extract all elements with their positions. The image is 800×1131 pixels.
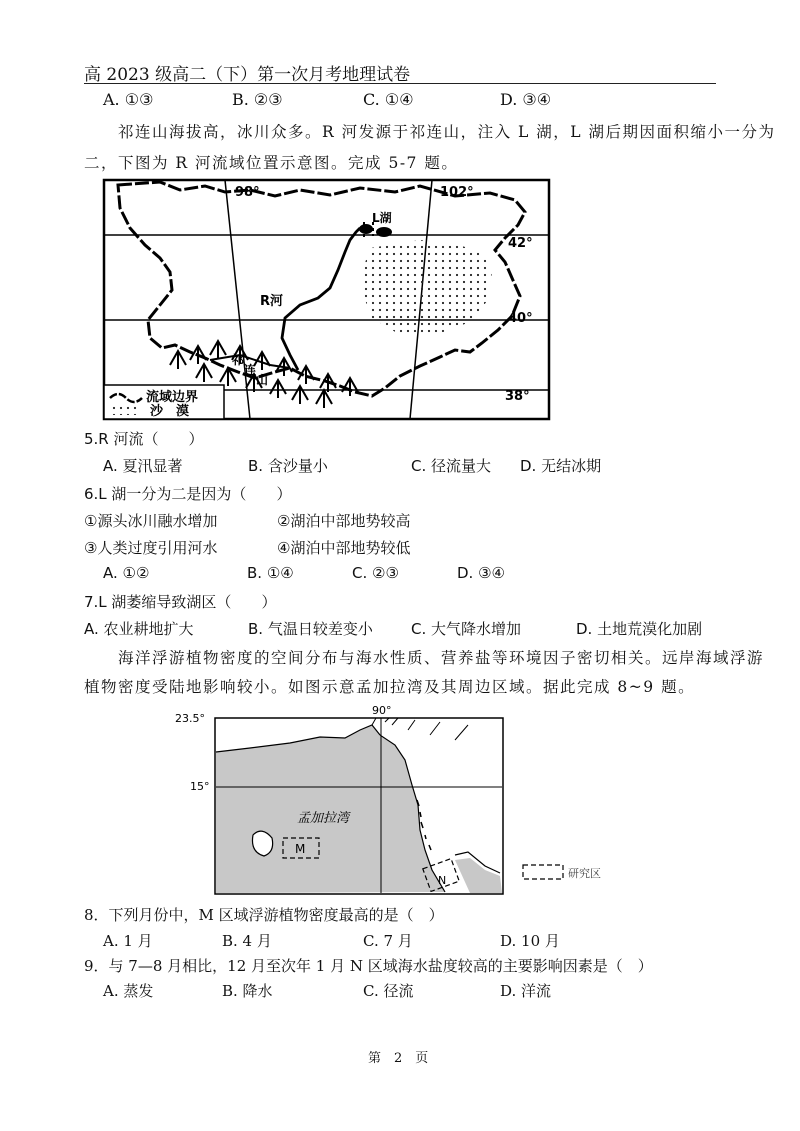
q6-item-4: ④湖泊中部地势较低 <box>277 539 411 557</box>
r-river-label: R河 <box>260 294 284 309</box>
passage2-line1: 海洋浮游植物密度的空间分布与海水性质、营养盐等环境因子密切相关。远岸海域浮游 <box>118 649 765 667</box>
q9-stem: 9．与 7—8 月相比，12 月至次年 1 月 N 区域海水盐度较高的主要影响因素是（ ） <box>84 957 653 975</box>
l-lake-label: L湖 <box>372 211 392 225</box>
bay-of-bengal-label: 孟加拉湾 <box>297 811 350 826</box>
prev-option-b: B. ②③ <box>232 90 283 109</box>
q6-option-c: C. ②③ <box>352 564 399 582</box>
q5-option-b: B. 含沙量小 <box>248 457 328 475</box>
q8-option-d: D. 10 月 <box>500 932 560 950</box>
q8-option-b: B. 4 月 <box>222 932 272 950</box>
q6-option-d: D. ③④ <box>457 564 505 582</box>
q9-option-d: D. 洋流 <box>500 982 552 1000</box>
lon-102-label: 102° <box>440 185 474 200</box>
prev-option-a: A. ①③ <box>103 90 154 109</box>
legend-desert-label: 沙 漠 <box>150 404 190 419</box>
l-lake-east <box>376 227 392 237</box>
passage2-line2: 植物密度受陆地影响较小。如图示意孟加拉湾及其周边区域。据此完成 8~9 题。 <box>84 678 696 696</box>
prev-option-c: C. ①④ <box>363 90 414 109</box>
lon-98-label: 98° <box>235 185 260 200</box>
q5-stem: 5.R 河流（ ） <box>84 430 204 448</box>
q7-option-c: C. 大气降水增加 <box>411 620 522 638</box>
q6-option-a: A. ①② <box>103 564 150 582</box>
map2-lon-90-label: 90° <box>372 704 392 717</box>
qilian-char-1: 祁 <box>232 353 245 367</box>
q6-item-2: ②湖泊中部地势较高 <box>277 512 411 530</box>
q8-stem: 8．下列月份中，M 区域浮游植物密度最高的是（ ） <box>84 906 444 924</box>
q7-option-b: B. 气温日较差变小 <box>248 620 373 638</box>
q8-option-c: C. 7 月 <box>363 932 413 950</box>
q9-option-c: C. 径流 <box>363 982 414 1000</box>
q8-option-a: A. 1 月 <box>103 932 153 950</box>
study-area-n-label: N <box>438 874 447 887</box>
q9-option-b: B. 降水 <box>222 982 273 1000</box>
map2-lat-15-label: 15° <box>190 780 210 793</box>
page-header-title: 高 2023 级高二（下）第一次月考地理试卷 <box>84 65 411 85</box>
q7-option-d: D. 土地荒漠化加剧 <box>576 620 703 638</box>
l-lake-west <box>359 224 373 234</box>
q5-option-a: A. 夏汛显著 <box>103 457 183 475</box>
q6-stem: 6.L 湖一分为二是因为（ ） <box>84 485 292 503</box>
q9-option-a: A. 蒸发 <box>103 982 154 1000</box>
passage1-line2: 二，下图为 R 河流域位置示意图。完成 5-7 题。 <box>84 154 459 172</box>
lat-42-label: 42° <box>508 236 533 251</box>
lat-38-label: 38° <box>505 389 530 404</box>
q7-option-a: A. 农业耕地扩大 <box>84 620 194 638</box>
legend-study-box <box>523 865 563 879</box>
q6-item-3: ③人类过度引用河水 <box>84 539 218 557</box>
prev-option-d: D. ③④ <box>500 90 552 109</box>
q6-option-b: B. ①④ <box>247 564 294 582</box>
q7-stem: 7.L 湖萎缩导致湖区（ ） <box>84 593 277 611</box>
q5-option-d: D. 无结冰期 <box>520 457 602 475</box>
passage1-line1: 祁连山海拔高，冰川众多。R 河发源于祁连山，注入 L 湖，L 湖后期因面积缩小一分为 <box>118 123 776 141</box>
legend-desert-icon <box>112 405 140 415</box>
study-area-m-label: M <box>295 842 306 856</box>
lat-40-label: 40° <box>508 311 533 326</box>
q6-item-1: ①源头冰川融水增加 <box>84 512 218 530</box>
legend-study-label: 研究区 <box>568 867 601 880</box>
qilian-char-3: 山 <box>256 373 269 387</box>
qilian-char-2: 连 <box>244 363 257 377</box>
map2-lat-235-label: 23.5° <box>175 712 205 725</box>
q5-option-c: C. 径流量大 <box>411 457 492 475</box>
page-number: 第 2 页 <box>368 1051 429 1066</box>
legend-boundary-label: 流域边界 <box>146 390 199 405</box>
